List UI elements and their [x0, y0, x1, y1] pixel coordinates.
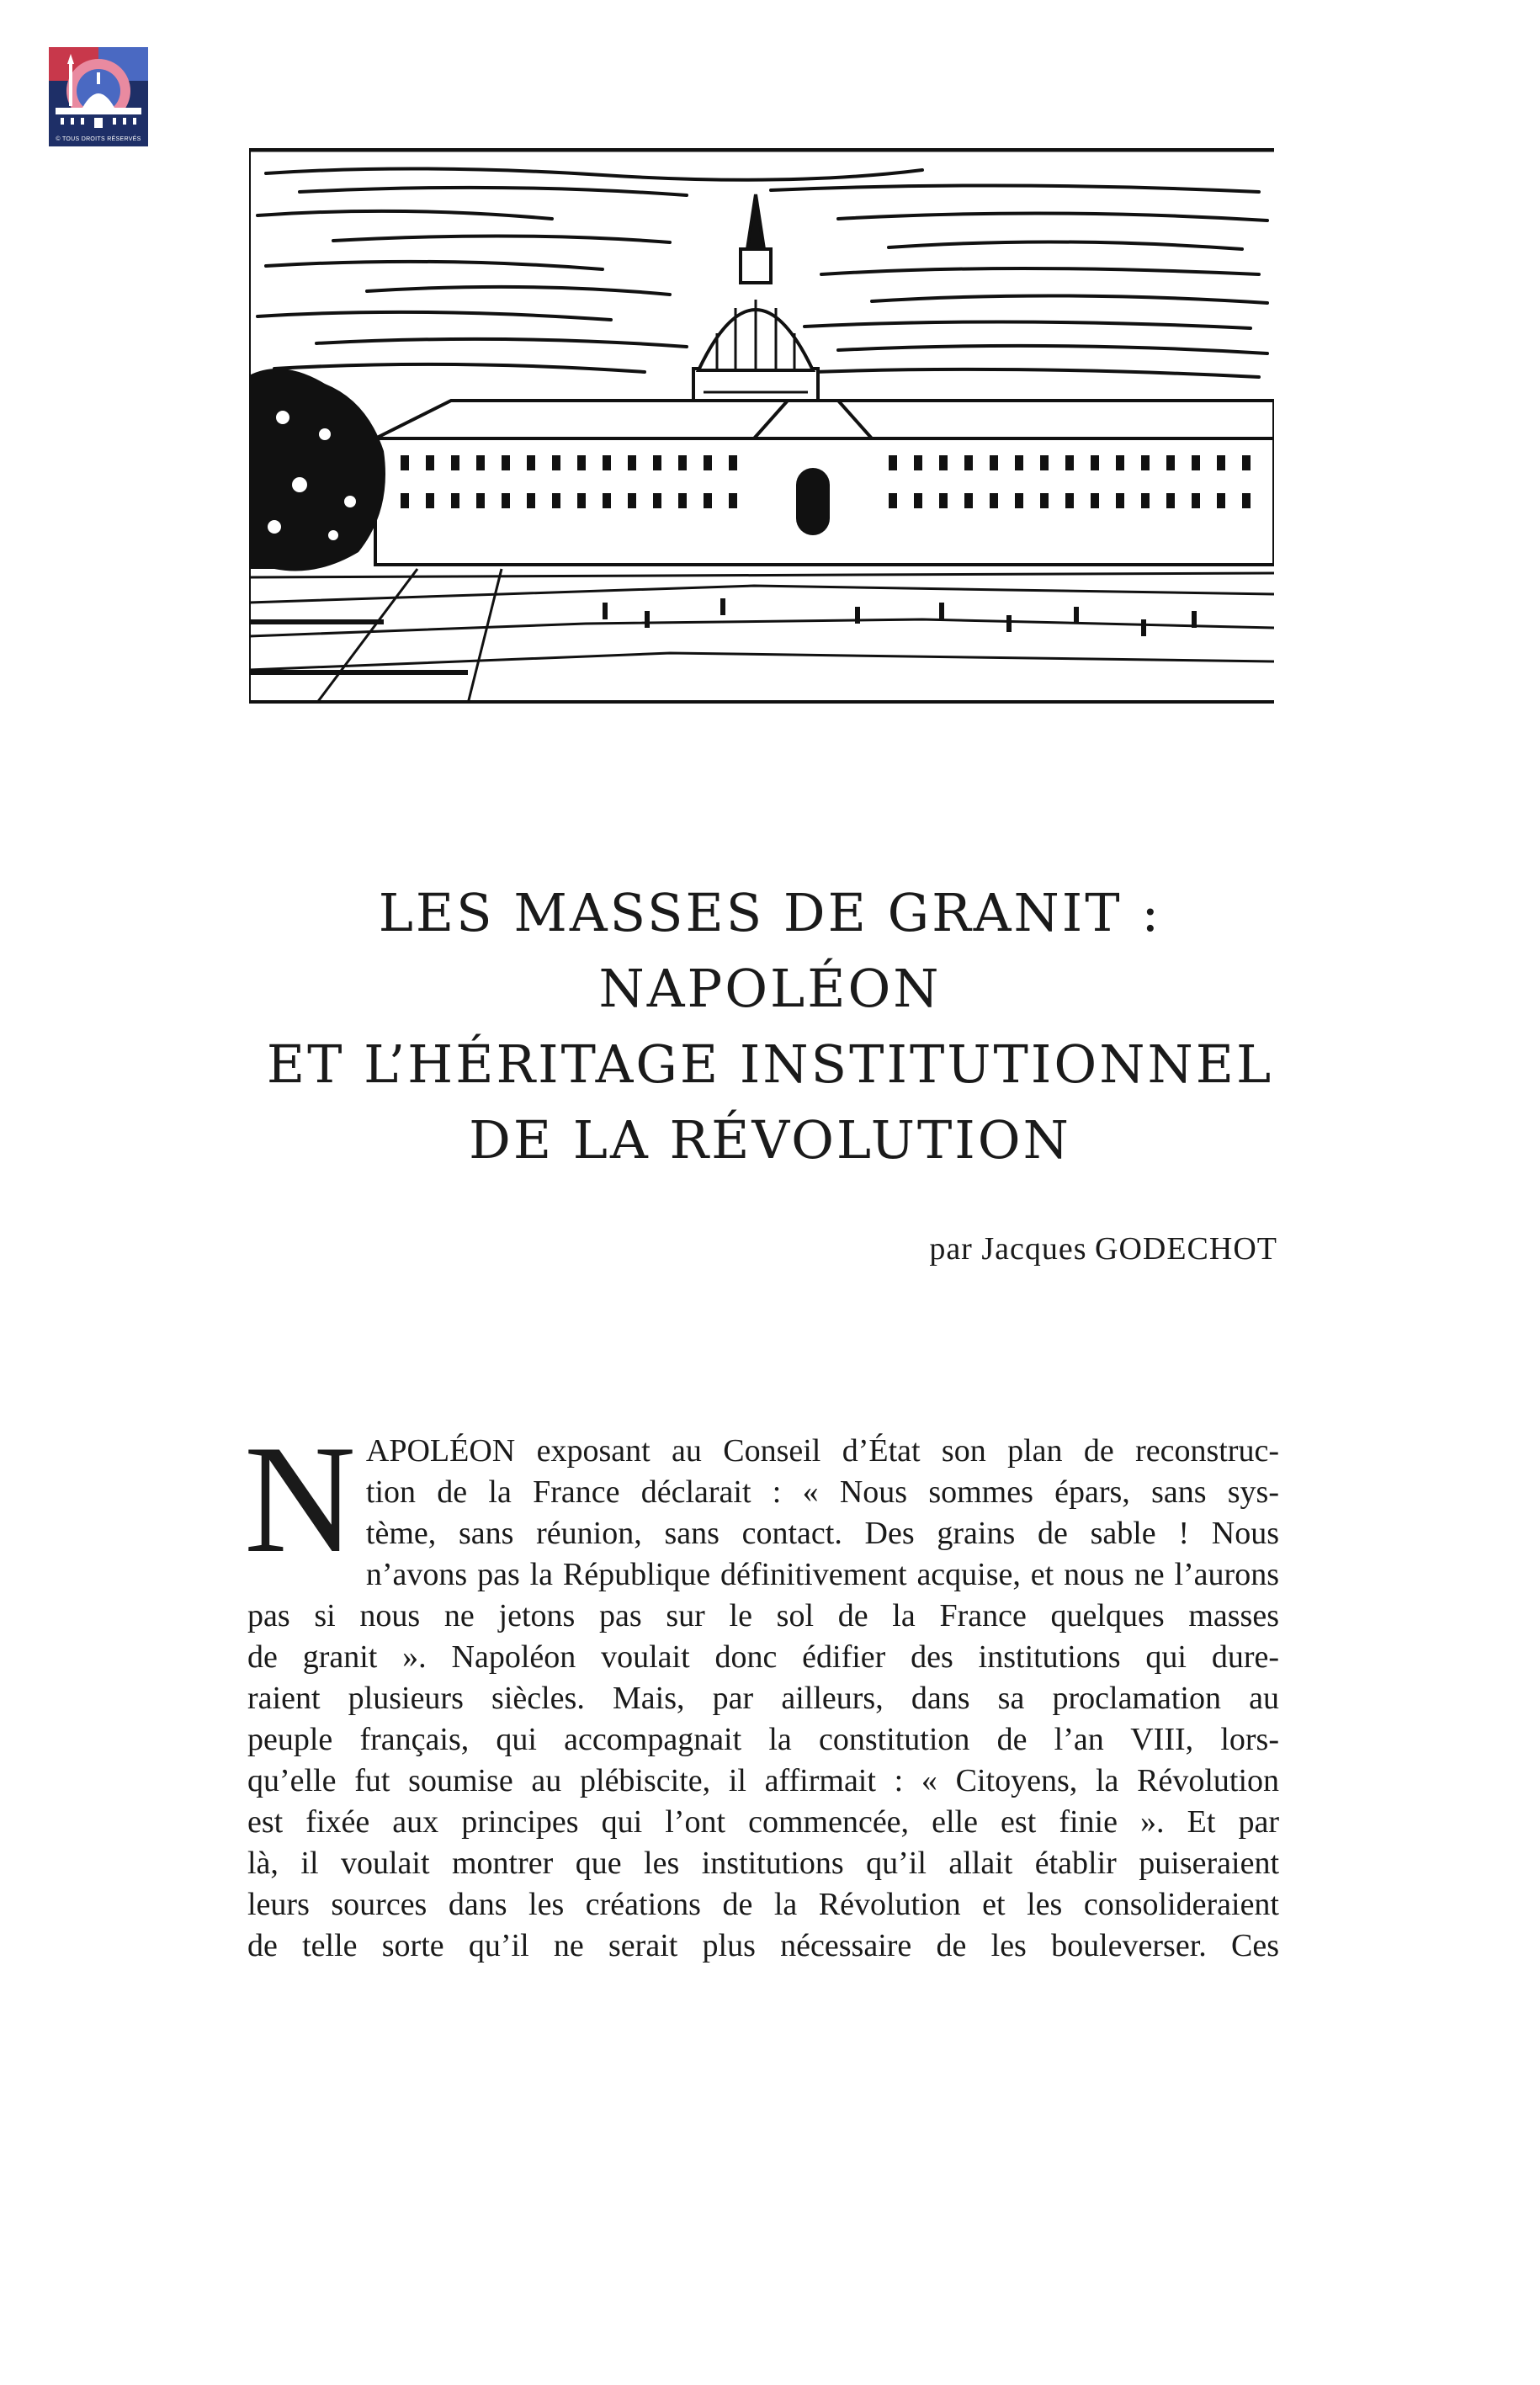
- body-line: tème, sans réunion, sans contact. Des grains de sable ! Nous: [365, 1516, 1279, 1551]
- title-line-2: NAPOLÉON: [598, 958, 942, 1019]
- body-line: peuple français, qui accompagnait la constitution de l’an VIII, lors-: [247, 1722, 1279, 1757]
- les-invalides-engraving-icon: [249, 148, 1274, 704]
- body-line: raient plusieurs siècles. Mais, par ailleurs, dans sa proclamation au: [247, 1681, 1279, 1716]
- publisher-logo: [49, 47, 148, 146]
- title-line-3: ET L’HÉRITAGE INSTITUTIONNEL: [266, 1033, 1274, 1095]
- article-body: [244, 1413, 1279, 1967]
- body-line: est fixée aux principes qui l’ont commencée, elle est finie ». Et par: [247, 1804, 1279, 1840]
- body-line: là, il voulait montrer que les institutions qu’il allait établir puiseraient: [247, 1846, 1279, 1881]
- body-line: de granit ». Napoléon voulait donc édifier des institutions qui dure-: [247, 1639, 1279, 1675]
- body-line: tion de la France déclarait : « Nous sommes épars, sans sys-: [365, 1474, 1279, 1510]
- author-name: GODECHOT: [1095, 1231, 1277, 1267]
- author-byline: [929, 1230, 1277, 1267]
- title-line-1: LES MASSES DE GRANIT :: [378, 882, 1162, 943]
- byline-prefix: par Jacques: [929, 1231, 1087, 1267]
- les-invalides-engraving: [249, 148, 1274, 704]
- body-line: APOLÉON exposant au Conseil d’État son plan de reconstruc-: [365, 1433, 1279, 1469]
- title-line-4: DE LA RÉVOLUTION: [469, 1109, 1071, 1171]
- body-line: n’avons pas la République définitivement acquise, et nous ne l’aurons: [365, 1557, 1279, 1592]
- body-line: qu’elle fut soumise au plébiscite, il affirmait : « Citoyens, la Révolution: [247, 1763, 1279, 1798]
- drop-cap: N: [244, 1413, 356, 1585]
- page-title: [185, 875, 1355, 1178]
- body-line: pas si nous ne jetons pas sur le sol de la France quelques masses: [247, 1598, 1279, 1633]
- dome-building-icon: [49, 47, 148, 133]
- body-line: leurs sources dans les créations de la Révolution et les consolideraient: [247, 1887, 1279, 1922]
- body-line: de telle sorte qu’il ne serait plus nécessaire de les bouleverser. Ces: [247, 1928, 1279, 1963]
- logo-caption: © TOUS DROITS RÉSERVÉS: [49, 133, 148, 146]
